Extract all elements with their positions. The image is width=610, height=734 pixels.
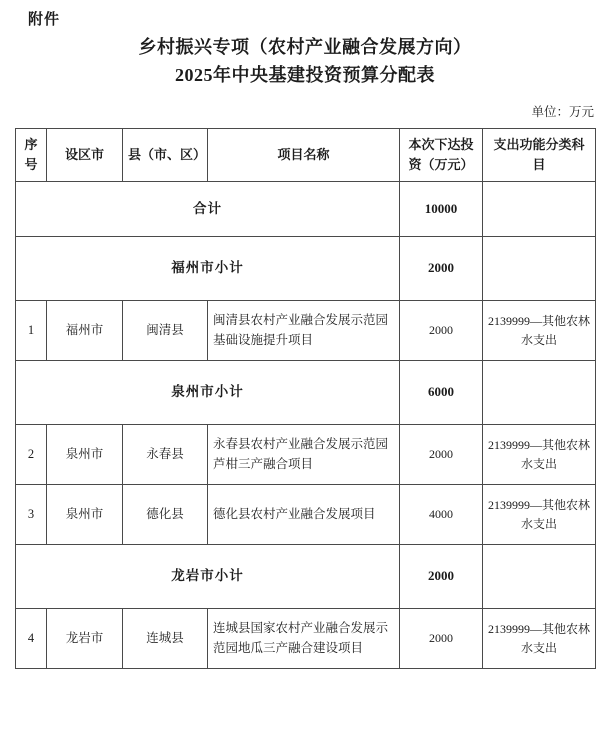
cell-serial-no: 3 — [16, 485, 47, 545]
table-body — [16, 182, 596, 669]
header-investment: 本次下达投资（万元） — [400, 129, 483, 182]
cell-county: 永春县 — [123, 425, 208, 485]
table-header-row — [16, 129, 596, 182]
header-county: 县（市、区） — [123, 129, 208, 182]
cell-serial-no: 2 — [16, 425, 47, 485]
header-project: 项目名称 — [208, 129, 400, 182]
table-row — [16, 301, 596, 361]
subtotal-label: 泉州市小计 — [16, 361, 400, 425]
subtotal-label: 福州市小计 — [16, 237, 400, 301]
subtotal-category — [483, 361, 596, 425]
cell-investment: 2000 — [400, 425, 483, 485]
total-label: 合计 — [16, 182, 400, 237]
cell-expenditure-category: 2139999—其他农林水支出 — [483, 425, 596, 485]
header-city: 设区市 — [47, 129, 123, 182]
cell-city: 泉州市 — [47, 485, 123, 545]
cell-project-name: 德化县农村产业融合发展项目 — [208, 485, 400, 545]
cell-investment: 4000 — [400, 485, 483, 545]
subtotal-row — [16, 237, 596, 301]
cell-expenditure-category: 2139999—其他农林水支出 — [483, 609, 596, 669]
cell-city: 龙岩市 — [47, 609, 123, 669]
cell-investment: 2000 — [400, 301, 483, 361]
cell-serial-no: 1 — [16, 301, 47, 361]
budget-allocation-table — [15, 128, 596, 669]
subtotal-investment: 2000 — [400, 545, 483, 609]
subtotal-investment: 6000 — [400, 361, 483, 425]
header-serial-no: 序号 — [16, 129, 47, 182]
total-row — [16, 182, 596, 237]
table-row — [16, 609, 596, 669]
header-category: 支出功能分类科目 — [483, 129, 596, 182]
table-header — [16, 129, 596, 182]
table-row — [16, 425, 596, 485]
unit-note: 单位：万元 — [531, 105, 594, 119]
cell-expenditure-category: 2139999—其他农林水支出 — [483, 301, 596, 361]
cell-city: 泉州市 — [47, 425, 123, 485]
cell-city: 福州市 — [47, 301, 123, 361]
subtotal-label: 龙岩市小计 — [16, 545, 400, 609]
cell-serial-no: 4 — [16, 609, 47, 669]
total-category — [483, 182, 596, 237]
cell-county: 德化县 — [123, 485, 208, 545]
subtotal-row — [16, 545, 596, 609]
cell-project-name: 闽清县农村产业融合发展示范园基础设施提升项目 — [208, 301, 400, 361]
total-investment: 10000 — [400, 182, 483, 237]
cell-project-name: 永春县农村产业融合发展示范园芦柑三产融合项目 — [208, 425, 400, 485]
subtotal-category — [483, 237, 596, 301]
table-row — [16, 485, 596, 545]
document-title — [0, 33, 610, 89]
cell-investment: 2000 — [400, 609, 483, 669]
cell-expenditure-category: 2139999—其他农林水支出 — [483, 485, 596, 545]
subtotal-investment: 2000 — [400, 237, 483, 301]
subtotal-row — [16, 361, 596, 425]
document-title-line1: 乡村振兴专项（农村产业融合发展方向） — [138, 37, 472, 57]
cell-county: 连城县 — [123, 609, 208, 669]
document-title-line2: 2025年中央基建投资预算分配表 — [175, 65, 435, 85]
cell-project-name: 连城县国家农村产业融合发展示范园地瓜三产融合建设项目 — [208, 609, 400, 669]
attachment-label: 附件 — [28, 12, 61, 28]
cell-county: 闽清县 — [123, 301, 208, 361]
subtotal-category — [483, 545, 596, 609]
